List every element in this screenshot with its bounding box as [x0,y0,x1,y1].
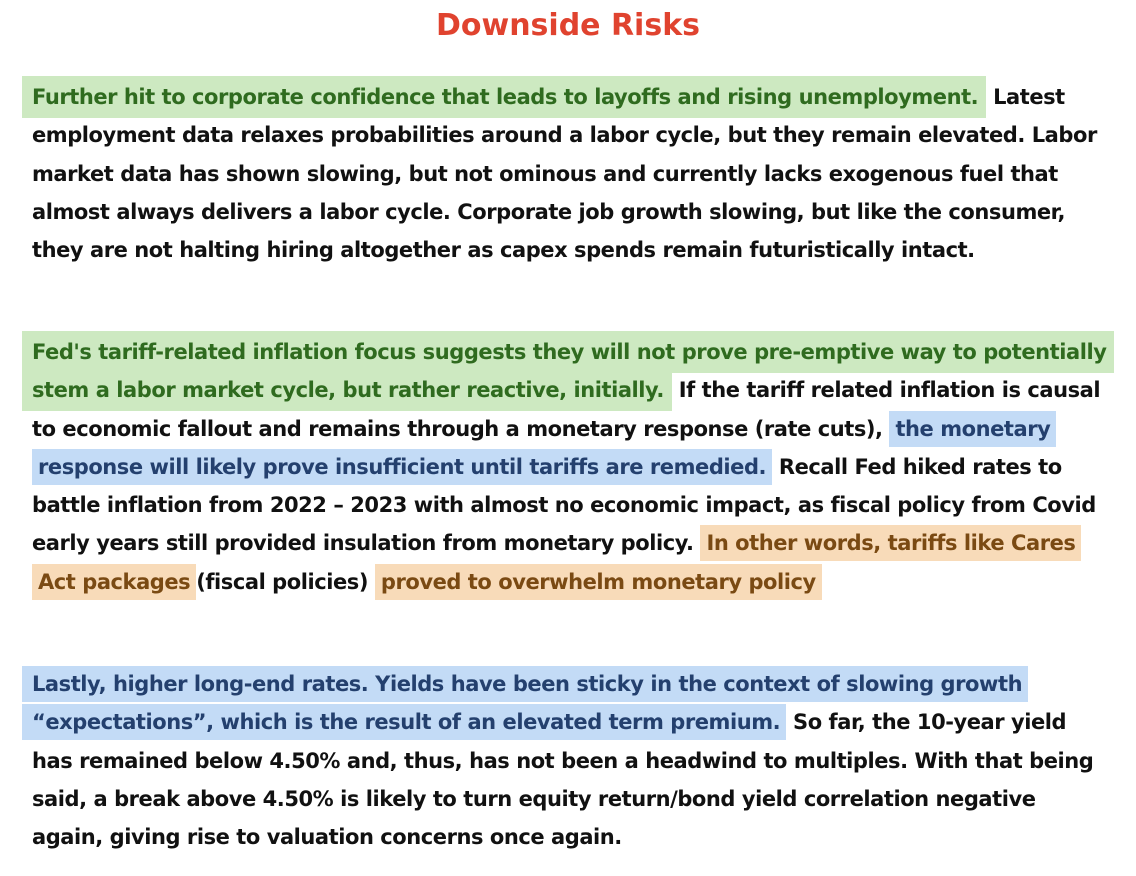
highlight-labor-risk: Further hit to corporate confidence that leads to layoffs and rising unemployment. [32,76,986,118]
paragraph-fed-body-2: Recall Fed hiked rates to battle inflation from 2022 – 2023 with almost no economic impact, as fiscal policy from Covid early years still provided insulation from monetary policy. [32,454,1096,556]
highlight-cares-act: In other words, tariffs like Cares Act packages [32,525,1081,599]
paragraph-rates-risk [32,665,1110,856]
highlight-monetary-response: the monetary response will likely prove insufficient until tariffs are remedied. [32,411,1056,485]
highlight-overwhelm-policy: proved to overwhelm monetary policy [375,564,822,600]
paragraph-labor-body: Latest employment data relaxes probabilities around a labor cycle, but they remain elevated. Labor market data has shown slowing, but not ominous and currently lacks exogenous fuel that almost always delivers a labor cycle. Corporate job growth slowing, but like the consumer, they are not halting hiring altogether as capex spends remain futuristically intact. [32,85,1097,263]
paragraph-fed-body-3: (fiscal policies) [196,569,368,594]
paragraph-fed-body-1: If the tariff related inflation is causal to economic fallout and remains through a monetary response (rate cuts), [32,378,1101,441]
paragraph-fed-risk [32,333,1110,601]
highlight-fed-risk: Fed's tariff-related inflation focus suggests they will not prove pre-emptive way to potentially stem a labor market cycle, but rather reactive, initially. [32,331,1114,411]
highlight-long-end-rates: Lastly, higher long-end rates. Yields have been sticky in the context of slowing growth “expectations”, which is the result of an elevated term premium. [32,666,1028,740]
paragraph-labor-risk [32,78,1110,269]
page-title: Downside Risks [435,8,701,43]
paragraph-rates-body: So far, the 10-year yield has remained below 4.50% and, thus, has not been a headwind to multiples. With that being said, a break above 4.50% is likely to turn equity return/bond yield correlation negative again, giving rise to valuation concerns once again. [32,710,1094,850]
